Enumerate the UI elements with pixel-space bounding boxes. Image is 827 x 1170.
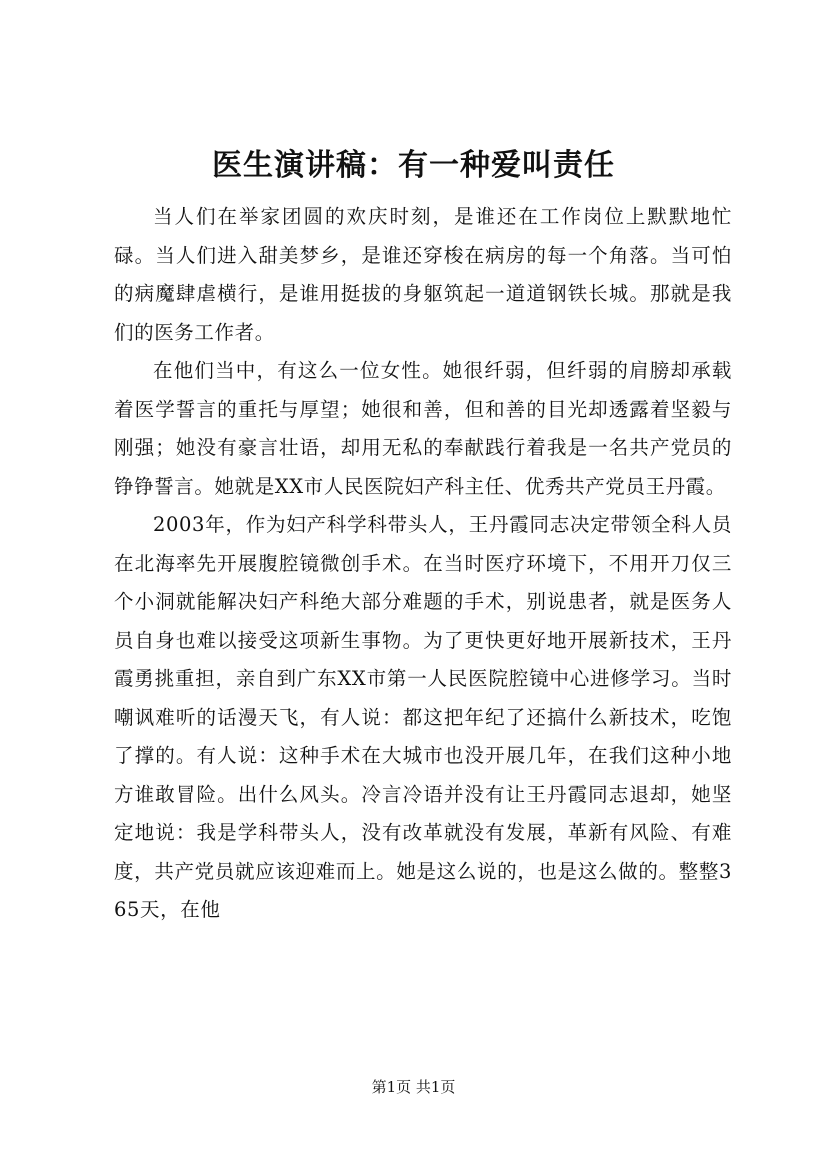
page-number-footer: 第1页 共1页	[371, 1078, 456, 1096]
paragraph-3: 2003年，作为妇产科学科带头人，王丹霞同志决定带领全科人员在北海率先开展腹腔镜微创手术。在当时医疗环境下，不用开刀仅三个小洞就能解决妇产科绝大部分难题的手术，别说患者，就是医务人员自身也难以接受这项新生事物。为了更快更好地开展新技术，王丹霞勇挑重担，亲自到广东XX市第一人民医院腔镜中心进修学习。当时嘲讽难听的话漫天飞，有人说：都这把年纪了还搞什么新技术，吃饱了撑的。有人说：这种手术在大城市也没开展几年，在我们这种小地方谁敢冒险。出什么风头。冷言冷语并没有让王丹霞同志退却，她坚定地说：我是学科带头人，没有改革就没有发展，革新有风险、有难度，共产党员就应该迎难而上。她是这么说的，也是这么做的。整整365天，在他	[114, 513, 732, 921]
document-body	[114, 198, 732, 930]
document-title: 医生演讲稿：有一种爱叫责任	[212, 148, 615, 183]
paragraph-2: 在他们当中，有这么一位女性。她很纤弱，但纤弱的肩膀却承载着医学誓言的重托与厚望；她很和善，但和善的目光却透露着坚毅与刚强；她没有豪言壮语，却用无私的奉献践行着我是一名共产党员的铮铮誓言。她就是XX市人民医院妇产科主任、优秀共产党员王丹霞。	[114, 359, 732, 498]
paragraph-1: 当人们在举家团圆的欢庆时刻，是谁还在工作岗位上默默地忙碌。当人们进入甜美梦乡，是谁还穿梭在病房的每一个角落。当可怕的病魔肆虐横行，是谁用挺拔的身躯筑起一道道钢铁长城。那就是我们的医务工作者。	[114, 205, 732, 344]
